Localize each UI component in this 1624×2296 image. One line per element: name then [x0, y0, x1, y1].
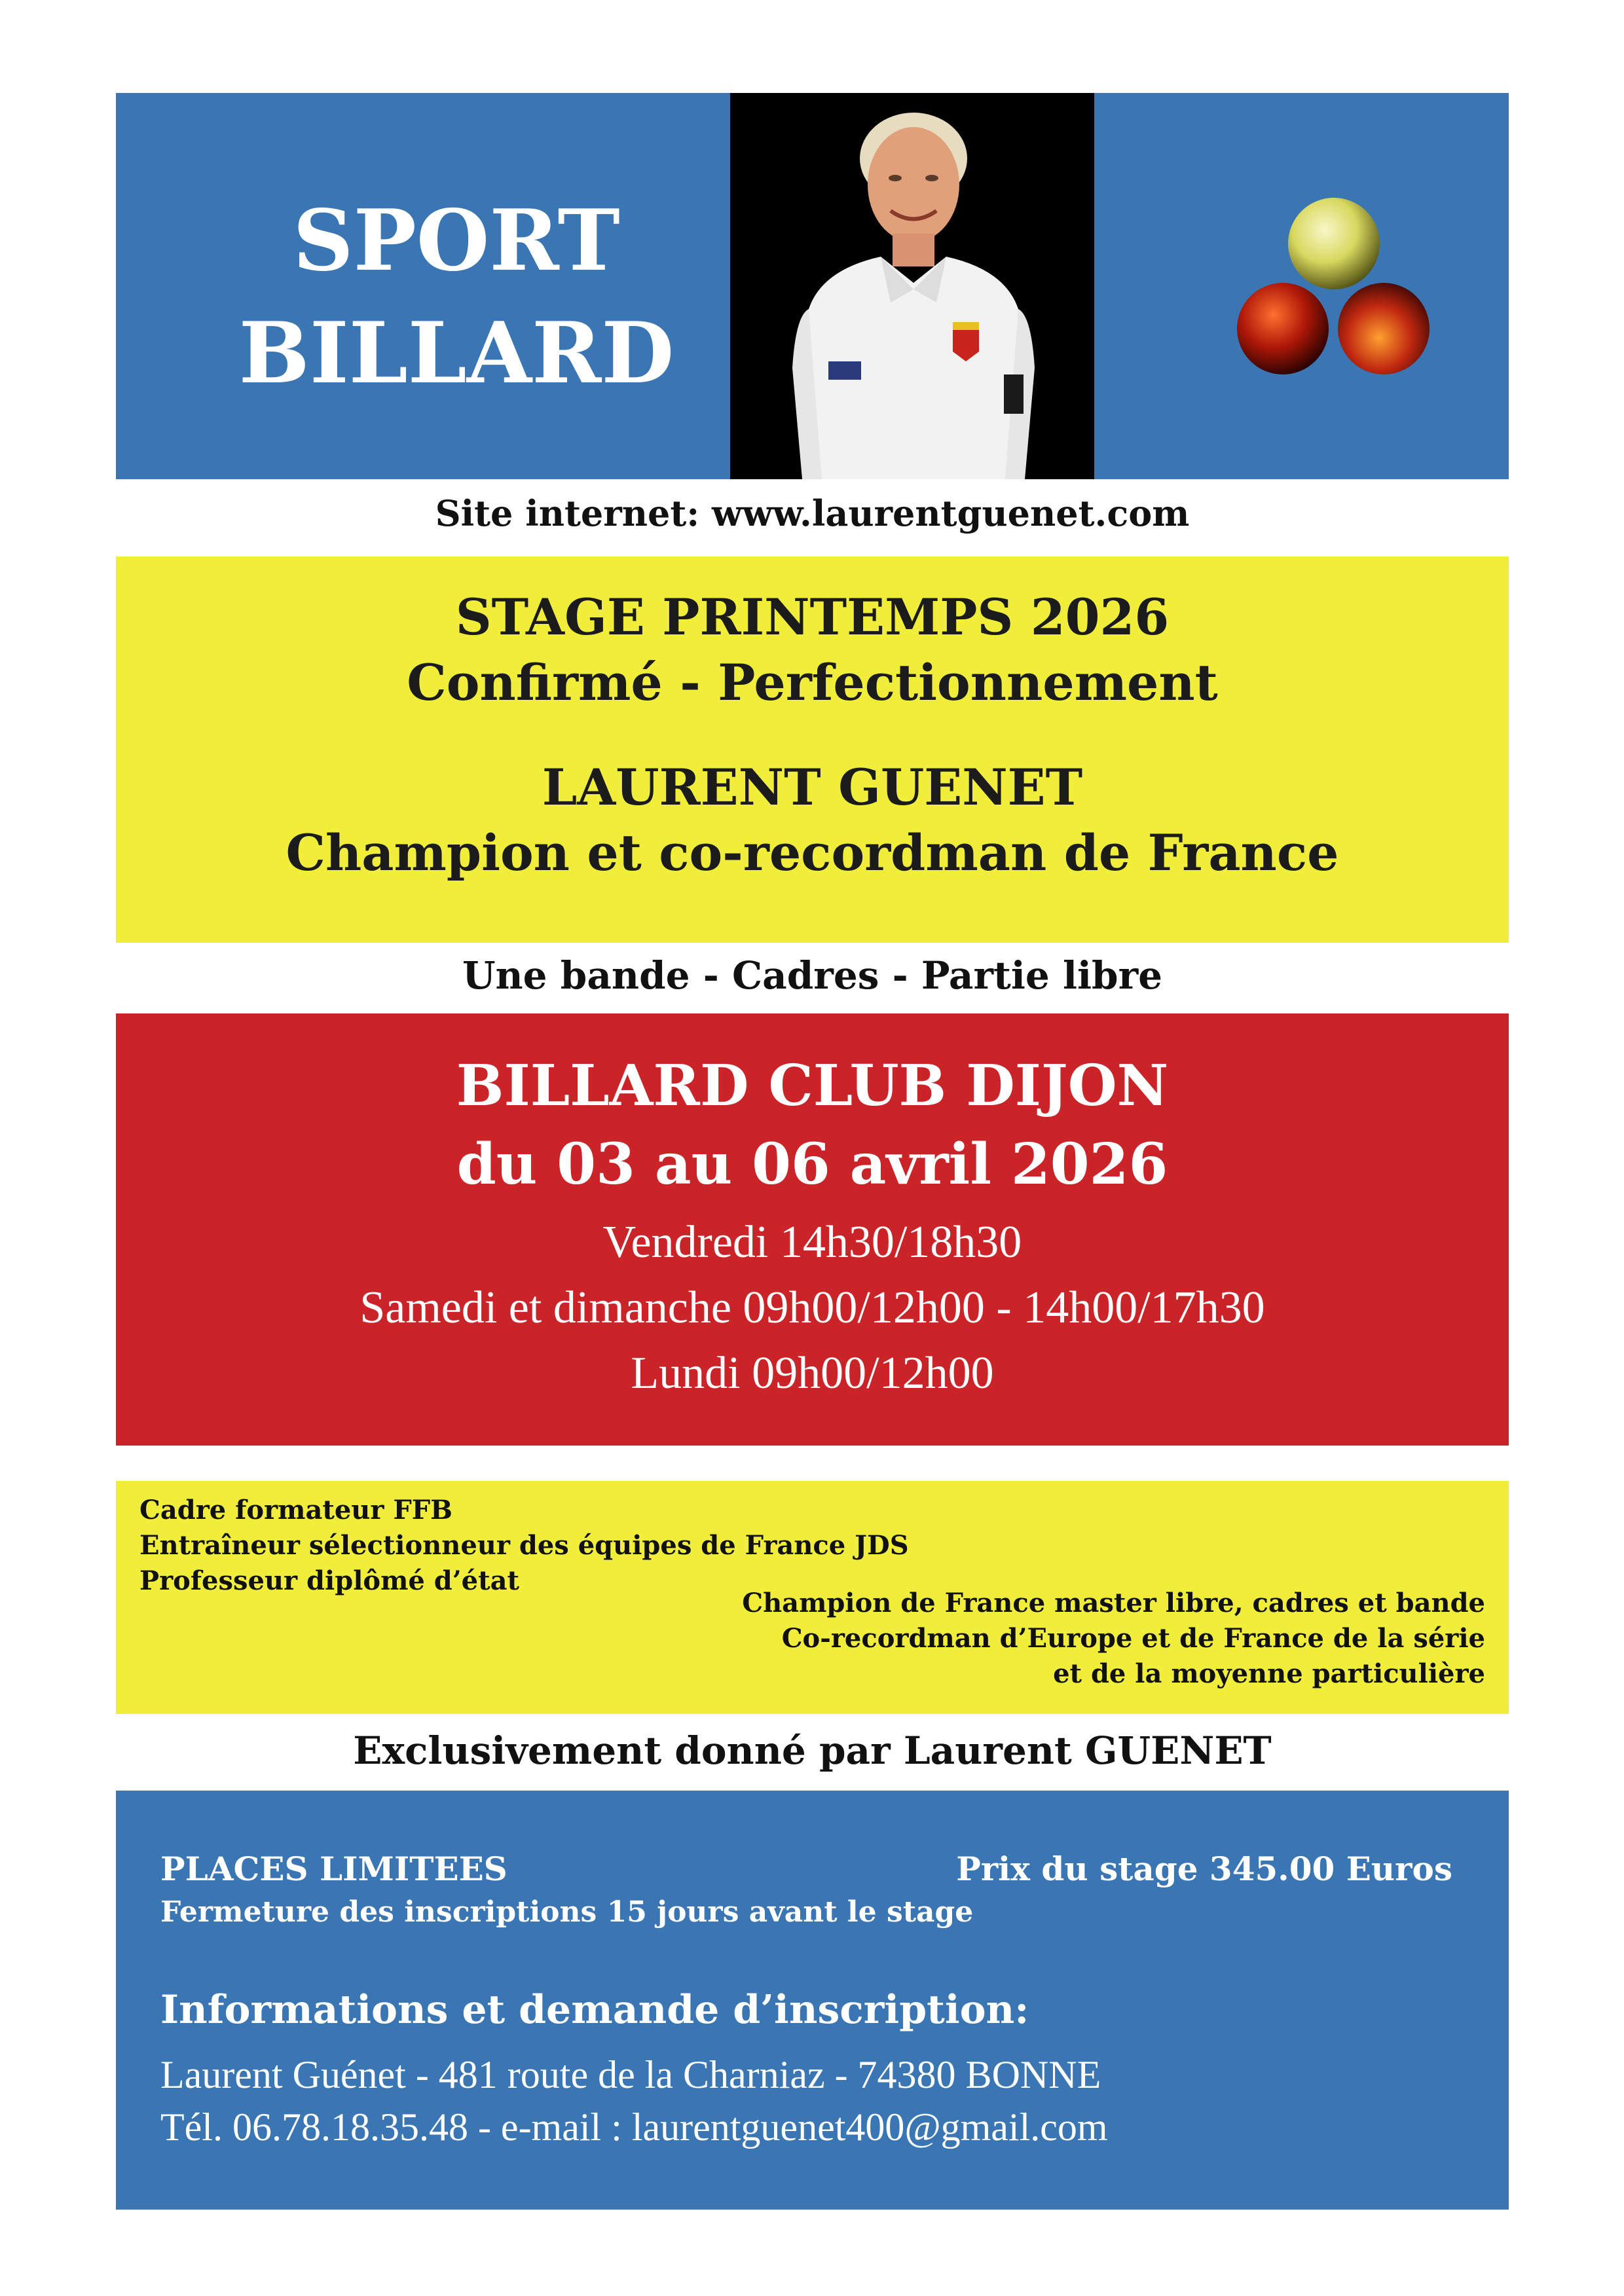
billiard-balls-icon — [1229, 191, 1439, 388]
credential-right-3: et de la moyenne particulière — [1053, 1658, 1485, 1689]
schedule-monday: Lundi 09h00/12h00 — [631, 1348, 994, 1398]
credential-right-2: Co-recordman d’Europe et de France de la série — [781, 1623, 1485, 1654]
website-label: Site internet: www.laurentguenet.com — [435, 492, 1190, 534]
contact-address: Laurent Guénet - 481 route de la Charniaz - 74380 BONNE — [160, 2053, 1101, 2096]
instructor-name: LAURENT GUENET — [542, 758, 1083, 816]
portrait-photo — [730, 93, 1094, 479]
stage-panel — [116, 556, 1509, 943]
schedule-weekend: Samedi et dimanche 09h00/12h00 - 14h00/17h30 — [360, 1283, 1265, 1333]
info-panel — [116, 1791, 1509, 2210]
places-limited: PLACES LIMITEES — [160, 1850, 507, 1888]
exclusive-line: Exclusivement donné par Laurent GUENET — [353, 1728, 1272, 1773]
stage-dates: du 03 au 06 avril 2026 — [456, 1131, 1168, 1197]
stage-level: Confirmé - Perfectionnement — [407, 653, 1218, 712]
title-line-1: SPORT — [293, 192, 620, 290]
credential-right-1: Champion de France master libre, cadres et bande — [742, 1588, 1485, 1618]
credential-left-1: Cadre formateur FFB — [139, 1495, 452, 1525]
title-line-2: BILLARD — [238, 304, 674, 403]
club-panel — [116, 1013, 1509, 1446]
credential-left-3: Professeur diplômé d’état — [139, 1565, 519, 1596]
registration-closing: Fermeture des inscriptions 15 jours avant le stage — [160, 1895, 974, 1929]
club-name: BILLARD CLUB DIJON — [456, 1053, 1169, 1119]
instructor-title: Champion et co-recordman de France — [286, 824, 1339, 882]
contact-phone-email: Tél. 06.78.18.35.48 - e-mail : laurentguenet400@gmail.com — [160, 2105, 1108, 2149]
sport-billard-title — [155, 185, 758, 410]
header-banner — [116, 93, 1509, 479]
schedule-friday: Vendredi 14h30/18h30 — [602, 1217, 1022, 1267]
info-heading: Informations et demande d’inscription: — [160, 1987, 1029, 2033]
stage-title: STAGE PRINTEMPS 2026 — [455, 588, 1170, 646]
credentials-panel — [116, 1481, 1509, 1714]
website-line — [116, 492, 1509, 534]
credential-left-2: Entraîneur sélectionneur des équipes de France JDS — [139, 1530, 909, 1561]
portrait-silhouette — [730, 93, 1094, 479]
stage-price: Prix du stage 345.00 Euros — [956, 1850, 1452, 1888]
disciplines-line: Une bande - Cadres - Partie libre — [462, 953, 1163, 998]
